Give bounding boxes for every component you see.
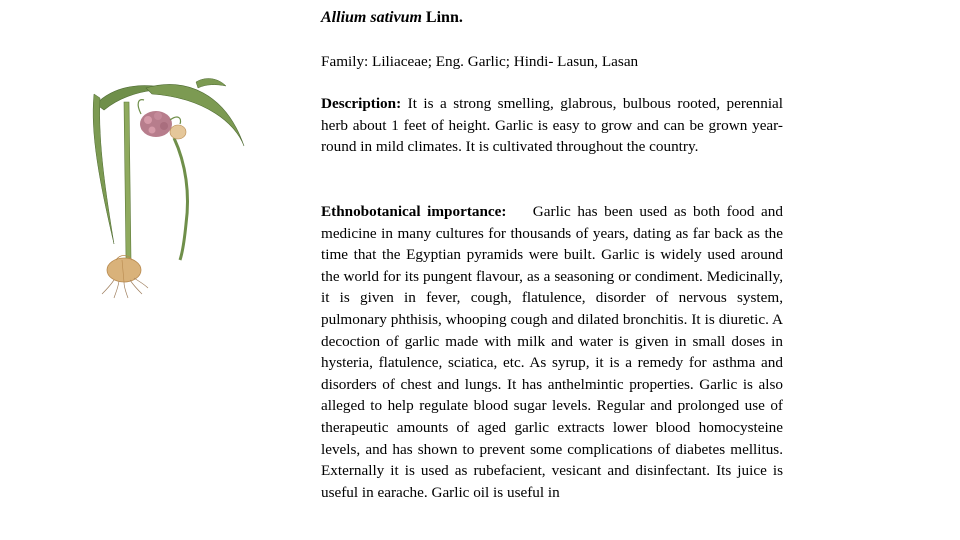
- ethnobotanical-label: Ethnobotanical importance:: [321, 203, 507, 220]
- garlic-illustration: [86, 74, 254, 300]
- species-title: [321, 7, 463, 29]
- description-text: It is a strong smelling, glabrous, bulbous rooted, perennial herb about 1 feet of height. Garlic is easy to grow and can be grown year-round in mild climates. It is cultivated throughout the country.: [321, 95, 783, 156]
- description-label: Description:: [321, 95, 402, 112]
- species-name: Allium sativum: [321, 9, 422, 26]
- ethnobotanical-text: Garlic has been used as both food and medicine in many cultures for thousands of years, dating as far back as the time that the Egyptian pyramids were built. Garlic is widely used around the world for its pungent flavour, as a seasoning or condiment. Medicinally, it is given in fever, cough, flatulence, disorder of nervous system, pulmonary phthisis, whooping cough and dilated bronchitis. It is diuretic. A decoction of garlic made with milk and water is given in small doses in hysteria, flatulence, sciatica, etc. As syrup, it is a remedy for asthma and disorders of chest and lungs. It has anthelmintic properties. Garlic is also alleged to help regulate blood sugar levels. Regular and prolonged use of therapeutic amounts of aged garlic extracts lower blood homocysteine levels, and has shown to prevent some complications of diabetes mellitus. Externally it is used as rubefacient, vesicant and disinfectant. Its juice is useful in earache. Garlic oil is useful in: [321, 203, 783, 501]
- family-line: Family: Liliaceae; Eng. Garlic; Hindi- Lasun, Lasan: [321, 53, 639, 70]
- species-authority: Linn.: [425, 9, 463, 26]
- ethnobotanical-paragraph: [321, 201, 783, 503]
- garlic-plant-illustration-icon: [86, 74, 254, 300]
- description-paragraph: [321, 93, 783, 158]
- garlic-bulb: [107, 256, 141, 283]
